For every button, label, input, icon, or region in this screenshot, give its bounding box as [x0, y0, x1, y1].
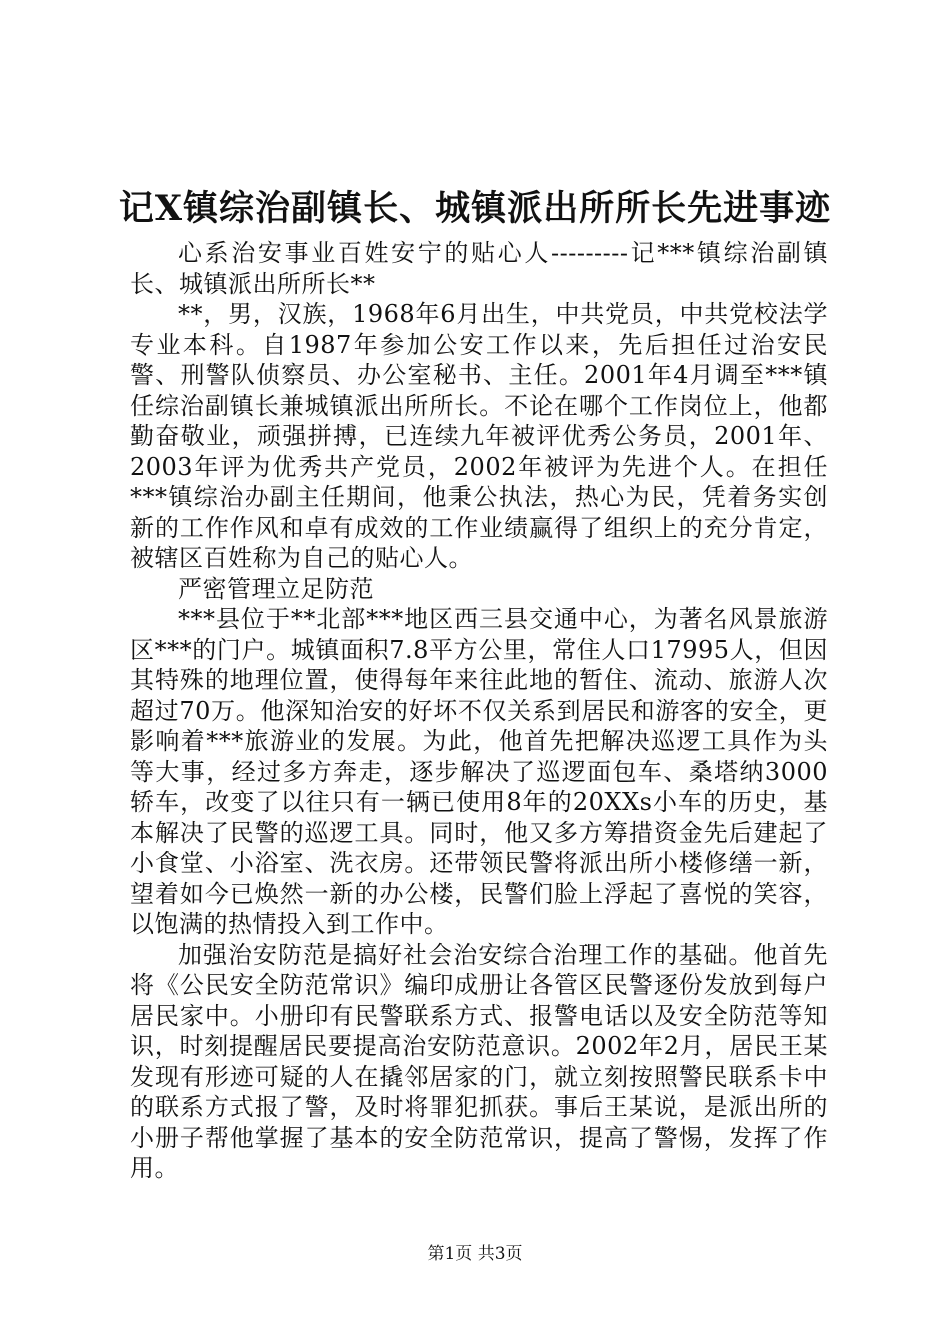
document-body [130, 238, 828, 1184]
intro-paragraph: **，男，汉族，1968年6月出生，中共党员，中共党校法学专业本科。自1987年参加公安工作以来，先后担任过治安民警、刑警队侦察员、办公室秘书、主任。2001年4月调至***镇任综治副镇长兼城镇派出所所长。不论在哪个工作岗位上，他都勤奋敬业，顽强拼搏，已连续九年被评优秀公务员，2001年、2003年评为优秀共产党员，2002年被评为先进个人。在担任***镇综治办副主任期间，他秉公执法，热心为民，凭着务实创新的工作作风和卓有成效的工作业绩赢得了组织上的充分肯定，被辖区百姓称为自己的贴心人。 [130, 300, 828, 572]
body-paragraph: ***县位于**北部***地区西三县交通中心，为著名风景旅游区***的门户。城镇面积7.8平方公里，常住人口17995人，但因其特殊的地理位置，使得每年来往此地的暂住、流动、旅游人次超过70万。他深知治安的好坏不仅关系到居民和游客的安全，更影响着***旅游业的发展。为此，他首先把解决巡逻工具作为头等大事，经过多方奔走，逐步解决了巡逻面包车、桑塔纳3000轿车，改变了以往只有一辆已使用8年的20XXs小车的历史，基本解决了民警的巡逻工具。同时，他又多方筹措资金先后建起了小食堂、小浴室、洗衣房。还带领民警将派出所小楼修缮一新，望着如今已焕然一新的办公楼，民警们脸上浮起了喜悦的笑容，以饱满的热情投入到工作中。 [130, 605, 828, 938]
section-heading: 严密管理立足防范 [178, 574, 374, 603]
body-paragraph: 加强治安防范是搞好社会治安综合治理工作的基础。他首先将《公民安全防范常识》编印成册让各管区民警逐份发放到每户居民家中。小册印有民警联系方式、报警电话以及安全防范等知识，时刻提醒居民要提高治安防范意识。2002年2月，居民王某发现有形迹可疑的人在撬邻居家的门，就立刻按照警民联系卡中的联系方式报了警，及时将罪犯抓获。事后王某说，是派出所的小册子帮他掌握了基本的安全防范常识，提高了警惕，发挥了作用。 [130, 940, 828, 1182]
subtitle-paragraph: 心系治安事业百姓安宁的贴心人---------记***镇综治副镇长、城镇派出所所长** [130, 239, 828, 298]
page-number: 第1页 共3页 [427, 1244, 523, 1264]
document-title: 记X镇综治副镇长、城镇派出所所长先进事迹 [118, 188, 832, 229]
